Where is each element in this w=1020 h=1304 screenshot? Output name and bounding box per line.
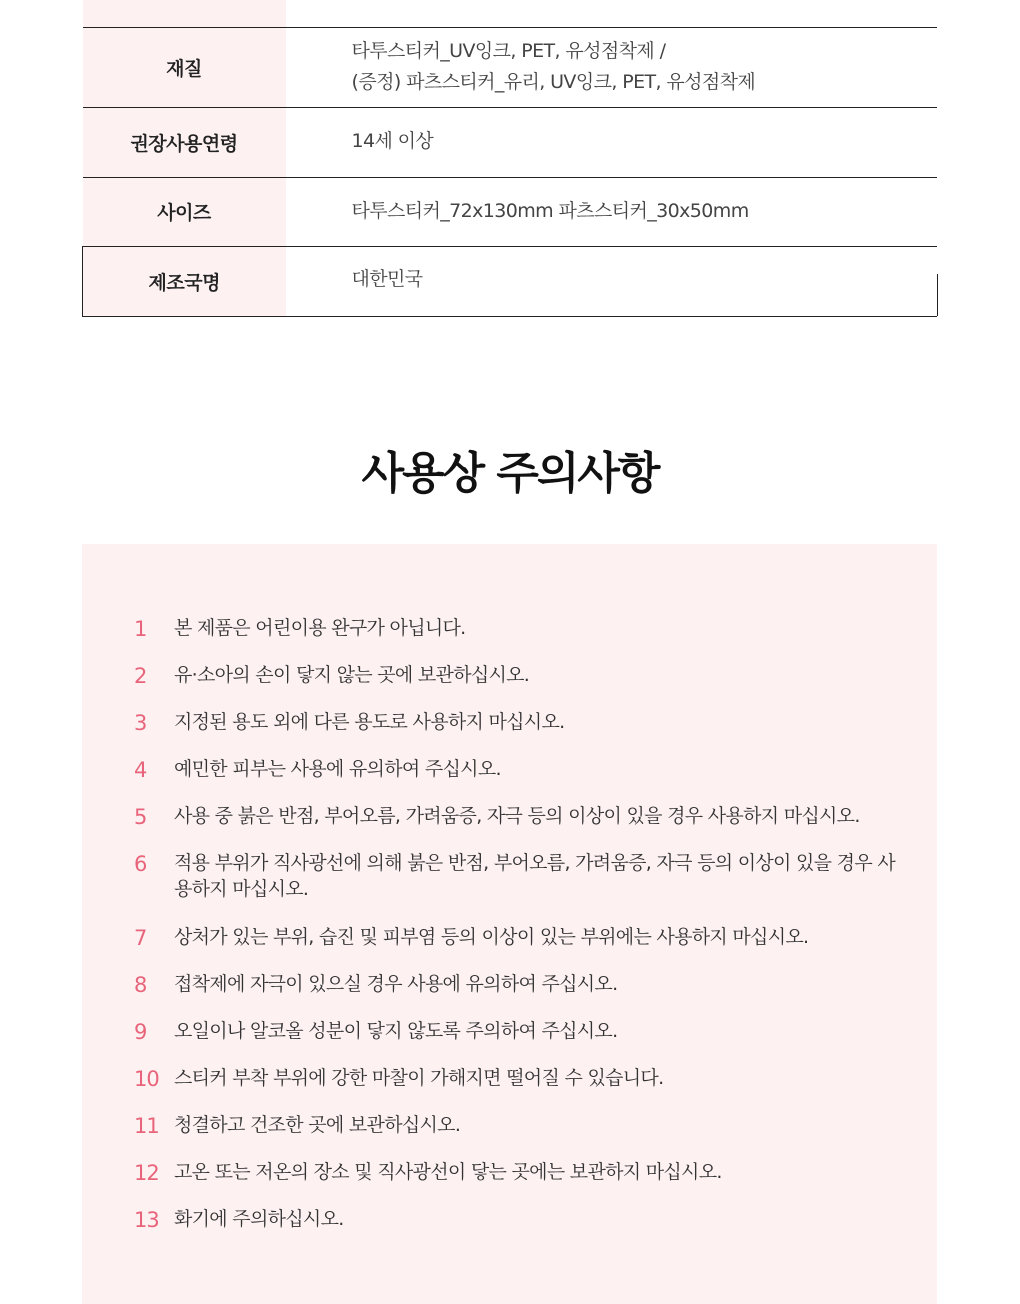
notice-text: 예민한 피부는 사용에 유의하여 주십시오.	[174, 758, 501, 780]
spec-value-line: (증정) 파츠스티커_유리, UV잉크, PET, 유성점착제	[351, 70, 756, 93]
notice-number: 10	[134, 1067, 159, 1091]
notice-number: 9	[134, 1020, 147, 1044]
table-border-tick	[937, 274, 938, 316]
notice-text: 고온 또는 저온의 장소 및 직사광선이 닿는 곳에는 보관하지 마십시오.	[174, 1161, 722, 1183]
notice-text: 스티커 부착 부위에 강한 마찰이 가해지면 떨어질 수 있습니다.	[174, 1067, 664, 1089]
notice-number: 1	[134, 617, 147, 641]
notice-number: 12	[134, 1161, 159, 1185]
spec-value	[286, 177, 938, 246]
notice-number: 3	[134, 711, 147, 735]
notice-text: 본 제품은 어린이용 완구가 아닙니다.	[174, 617, 466, 639]
spec-label: 재질	[83, 27, 286, 107]
notice-number: 6	[134, 852, 147, 876]
spec-value-line: 타투스티커_UV잉크, PET, 유성점착제 /	[351, 39, 666, 62]
notice-text: 적용 부위가 직사광선에 의해 붉은 반점, 부어오름, 가려움증, 자극 등의 이상이 있을 경우 사용하지 마십시오.	[174, 852, 895, 900]
notice-number: 7	[134, 926, 147, 950]
spec-row-material	[83, 27, 938, 107]
notice-text: 청결하고 건조한 곳에 보관하십시오.	[174, 1114, 461, 1136]
spec-value	[286, 0, 938, 27]
notice-text: 오일이나 알코올 성분이 닿지 않도록 주의하여 주십시오.	[174, 1020, 618, 1042]
spec-row-cutoff	[83, 0, 938, 27]
spec-row-age	[83, 107, 938, 177]
spec-value	[286, 246, 938, 316]
notice-number: 4	[134, 758, 147, 782]
notice-text: 지정된 용도 외에 다른 용도로 사용하지 마십시오.	[174, 711, 565, 733]
notice-number: 8	[134, 973, 147, 997]
notice-number: 5	[134, 805, 147, 829]
notice-text: 사용 중 붉은 반점, 부어오름, 가려움증, 자극 등의 이상이 있을 경우 사용하지 마십시오.	[174, 805, 860, 827]
notice-title: 사용상 주의사항	[361, 448, 659, 499]
notice-number: 13	[134, 1208, 159, 1232]
spec-row-country	[83, 246, 938, 316]
spec-label: 사이즈	[83, 177, 286, 246]
spec-label: 권장사용연령	[83, 107, 286, 177]
spec-value-line	[352, 0, 938, 1]
spec-row-size	[83, 177, 938, 246]
notice-text: 접착제에 자극이 있으실 경우 사용에 유의하여 주십시오.	[174, 973, 618, 995]
spec-label	[83, 0, 286, 27]
spec-value-line: 타투스티커_72x130mm 파츠스티커_30x50mm	[351, 199, 749, 222]
spec-value	[286, 27, 938, 107]
notice-text: 상처가 있는 부위, 습진 및 피부염 등의 이상이 있는 부위에는 사용하지 마십시오.	[174, 926, 809, 948]
notice-number: 2	[134, 664, 147, 688]
notice-text: 유·소아의 손이 닿지 않는 곳에 보관하십시오.	[174, 664, 530, 686]
product-spec-table	[82, 0, 937, 317]
spec-value-line: 14세 이상	[351, 129, 434, 152]
notice-text: 화기에 주의하십시오.	[174, 1208, 344, 1230]
spec-label: 제조국명	[83, 246, 286, 316]
notice-number: 11	[134, 1114, 159, 1138]
spec-value	[286, 107, 938, 177]
spec-value-line: 대한민국	[351, 267, 423, 290]
notice-box	[82, 544, 937, 1304]
